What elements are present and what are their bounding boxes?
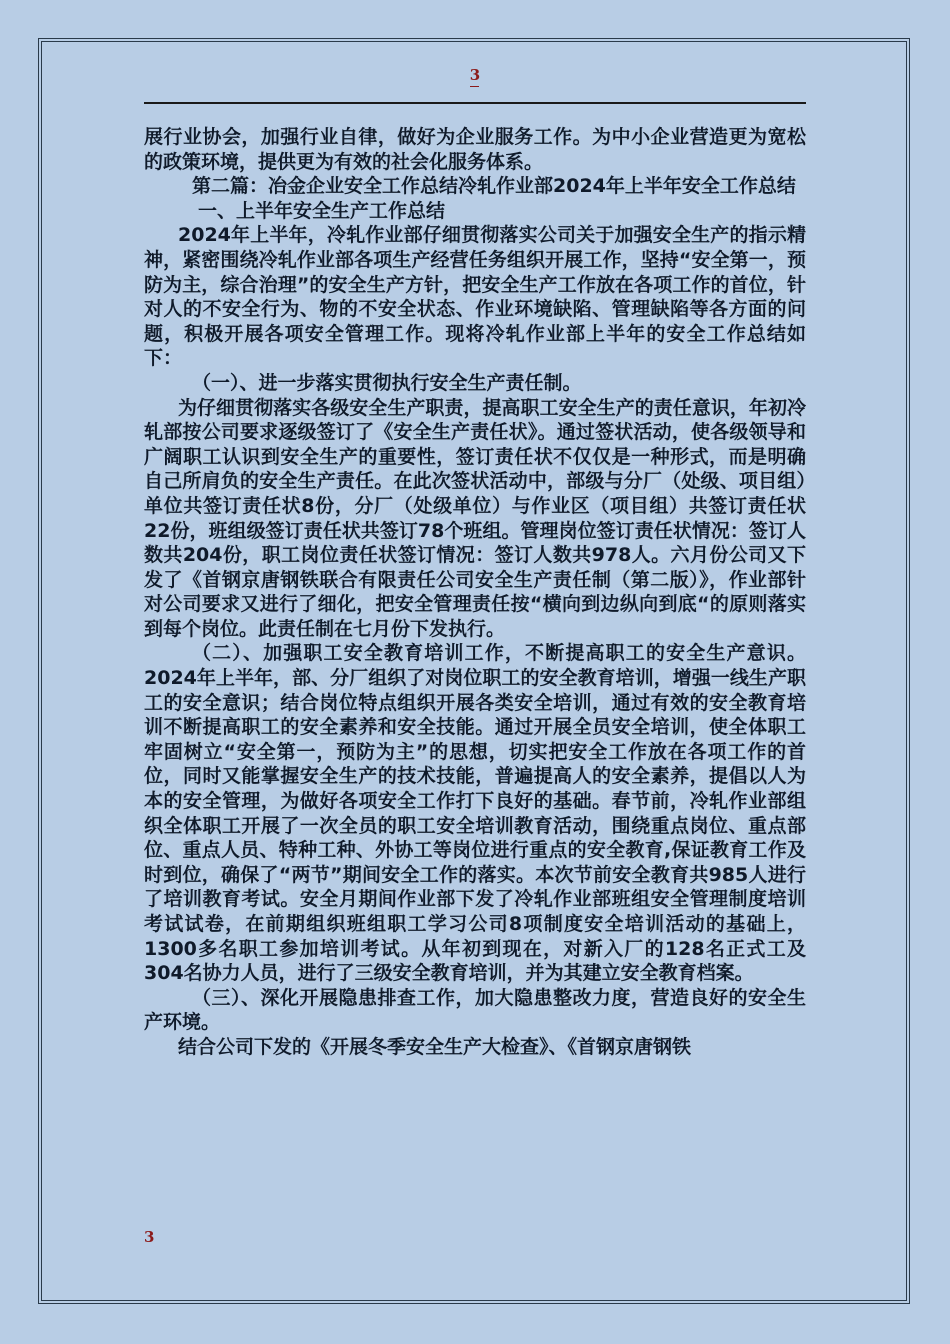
paragraph-hazard-inspection: 结合公司下发的《开展冬季安全生产大检查》、《首钢京唐钢铁 — [178, 1035, 692, 1058]
header-page-number-underline — [470, 86, 479, 87]
paragraph-overview: 2024年上半年，冷轧作业部仔细贯彻落实公司关于加强安全生产的指示精神，紧密围绕冷轧作业部各项生产经营任务组织开展工作，坚持“安全第一，预防为主，综合治理”的安全生产方针，把安全生产工作放在各项工作的首位，针对人的不安全行为、物的不安全状态、作业环境缺陷、管理缺陷等各方面的问题，积极开展各项安全管理工作。现将冷轧作业部上半年的安全工作总结如下： — [144, 224, 806, 370]
heading-part-one: 一、上半年安全生产工作总结 — [198, 199, 446, 222]
paragraph-hazard-heading: （三）、深化开展隐患排查工作，加大隐患整改力度，营造良好的安全生产环境。 — [144, 986, 806, 1034]
header-rule — [144, 102, 806, 104]
section-title: 第二篇：冶金企业安全工作总结冷轧作业部2024年上半年安全工作总结 — [192, 175, 796, 198]
header-page-number: 3 — [469, 66, 481, 84]
heading-subsection-one: （一）、进一步落实贯彻执行安全生产责任制。 — [192, 371, 582, 394]
footer-page-number: 3 — [144, 1228, 155, 1246]
paragraph-responsibility: 为仔细贯彻落实各级安全生产职责，提高职工安全生产的责任意识，年初冷轧部按公司要求逐级签订了《安全生产责任状》。通过签状活动，使各级领导和广阔职工认识到安全生产的重要性，签订责任状不仅仅是一种形式，而是明确自己所肩负的安全生产责任。在此次签状活动中，部级与分厂（处级、项目组）单位共签订责任状8份，分厂（处级单位）与作业区（项目组）共签订责任状22份，班组级签订责任状共签订78个班组。管理岗位签订责任状情况：签订人数共204份，职工岗位责任状签订情况：签订人数共978人。六月份公司又下发了《首钢京唐钢铁联合有限责任公司安全生产责任制（第二版）》，作业部针对公司要求又进行了细化，把安全管理责任按“横向到边纵向到底“的原则落实到每个岗位。此责任制在七月份下发执行。 — [144, 396, 806, 640]
paragraph-training: （二）、加强职工安全教育培训工作，不断提高职工的安全生产意识。2024年上半年，部、分厂组织了对岗位职工的安全教育培训，增强一线生产职工的安全意识；结合岗位特点组织开展各类安全培训，通过有效的安全教育培训不断提高职工的安全素养和安全技能。通过开展全员安全培训，使全体职工牢固树立“安全第一，预防为主”的思想，切实把安全工作放在各项工作的首位，同时又能掌握安全生产的技术技能，普遍提高人的安全素养，提倡以人为本的安全管理，为做好各项安全工作打下良好的基础。春节前，冷轧作业部组织全体职工开展了一次全员的职工安全培训教育活动，围绕重点岗位、重点部位、重点人员、特种工种、外协工等岗位进行重点的安全教育,保证教育工作及时到位，确保了“两节”期间安全工作的落实。本次节前安全教育共985人进行了培训教育考试。安全月期间作业部下发了冷轧作业部班组安全管理制度培训考试试卷，在前期组织班组职工学习公司8项制度安全培训活动的基础上，1300多名职工参加培训考试。从年初到现在，对新入厂的128名正式工及304名协力人员，进行了三级安全教育培训，并为其建立安全教育档案。 — [144, 642, 806, 985]
paragraph-intro-continuation: 展行业协会，加强行业自律，做好为企业服务工作。为中小企业营造更为宽松的政策环境，提供更为有效的社会化服务体系。 — [144, 126, 806, 173]
document-body — [144, 125, 806, 1060]
